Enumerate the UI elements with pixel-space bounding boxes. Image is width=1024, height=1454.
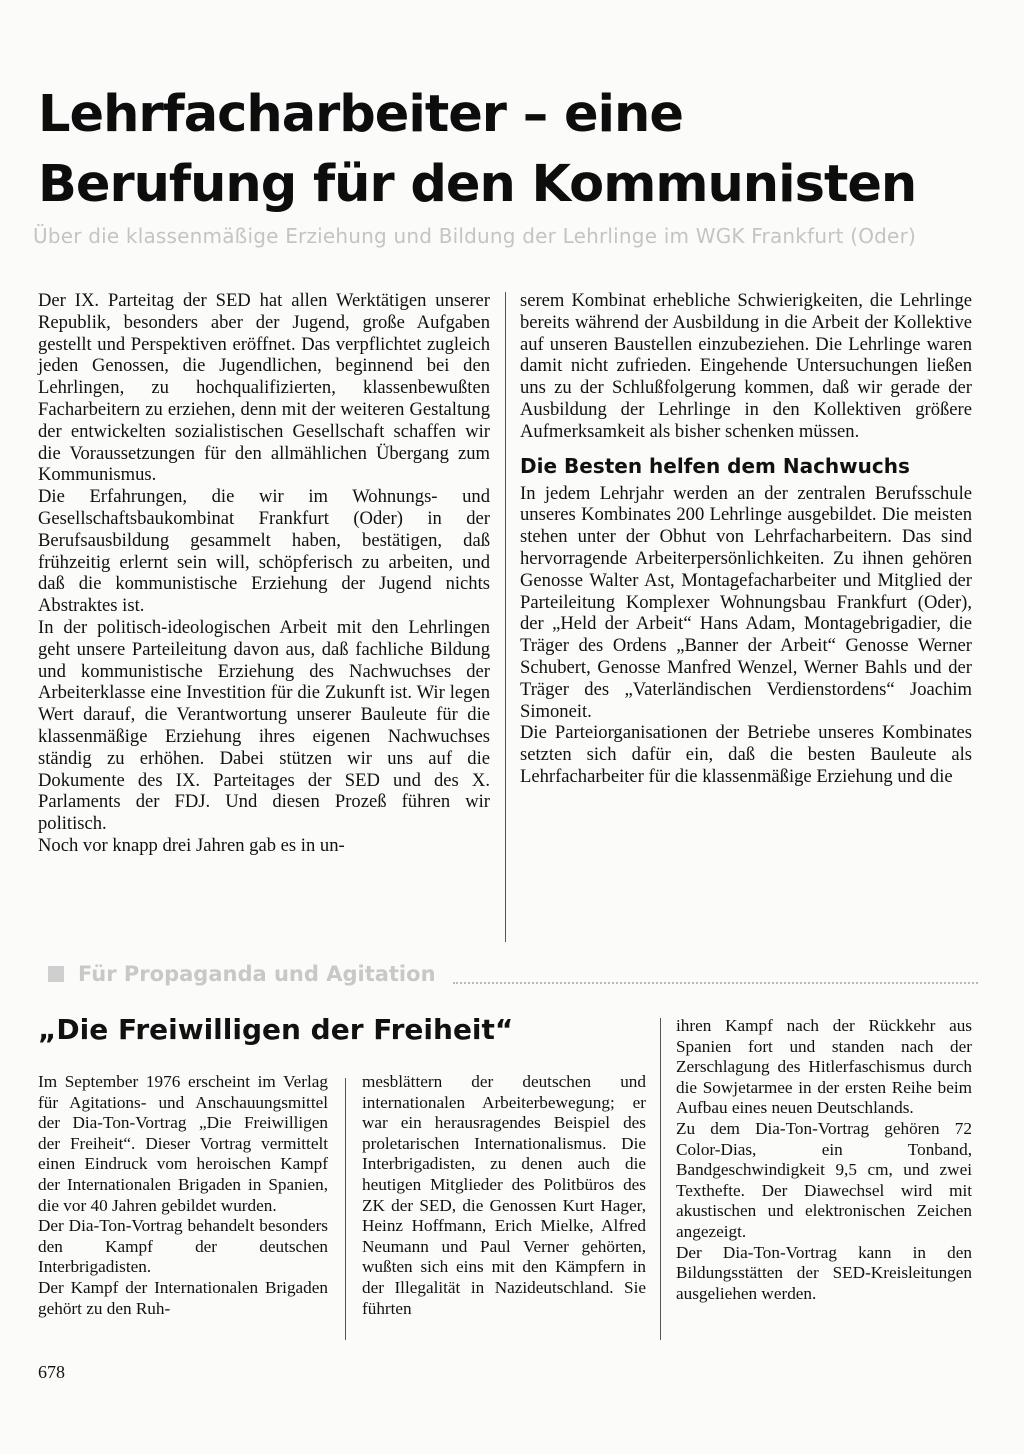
notice-column-2 <box>362 1072 646 1319</box>
notice-column-1 <box>38 1072 328 1319</box>
paragraph: serem Kombinat erhebliche Schwierigkeiten, die Lehrlinge bereits während der Ausbildung in die Arbeit der Kollektive auf unseren Baustellen einzubeziehen. Die Lehrlinge waren damit nicht zufrieden. Eingehende Untersuchungen ließen uns zu der Schlußfolgerung kommen, daß wir gerade der Ausbildung der Lehrlinge in den Kollektiven größere Aufmerksamkeit als bisher schenken müssen. <box>520 290 972 442</box>
paragraph: Der Kampf der Internationalen Brigaden gehört zu den Ruh- <box>38 1277 328 1318</box>
article-title-line-2: Berufung für den Kommunisten <box>38 155 917 214</box>
paragraph: Der Dia-Ton-Vortrag behandelt besonders den Kampf der deutschen Interbrigadisten. <box>38 1216 328 1277</box>
page-number: 678 <box>38 1362 65 1382</box>
section-label <box>48 962 436 986</box>
section-heading: Die Besten helfen dem Nachwuchs <box>520 453 910 478</box>
paragraph: Die Erfahrungen, die wir im Wohnungs- und Gesellschaftsbaukombinat Frankfurt (Oder) in der Berufsausbildung gesammelt haben, bestätigen, daß frühzeitig erlernt sein will, schöpferisch zu arbeiten, und daß die kommunistische Erziehung der Jugend nichts Abstraktes ist. <box>38 486 490 617</box>
article-subtitle: Über die klassenmäßige Erziehung und Bildung der Lehrlinge im WGK Frankfurt (Oder) <box>33 224 916 248</box>
column-divider <box>345 1078 346 1340</box>
article-column-1 <box>38 290 490 857</box>
notice-column-3 <box>676 1016 972 1304</box>
paragraph: In der politisch-ideologischen Arbeit mit den Lehrlingen geht unsere Parteileitung davon aus, daß fachliche Bildung und kommunistische Erziehung des Nachwuchses der Arbeiterklasse eine Investition für die Zukunft ist. Wir legen Wert darauf, die Verantwortung unserer Bauleute für die klassenmäßige Erziehung ihres eigenen Nachwuchses ständig zu erhöhen. Dabei stützen wir uns auf die Dokumente des IX. Parteitages der SED und des X. Parlaments der FDJ. Und diesen Prozeß führen wir politisch. <box>38 616 490 835</box>
article-title-line-1: Lehrfacharbeiter – eine <box>38 85 683 144</box>
paragraph: Der Dia-Ton-Vortrag kann in den Bildungsstätten der SED-Kreisleitungen ausgeliehen werden. <box>676 1242 972 1303</box>
paragraph: In jedem Lehrjahr werden an der zentralen Berufsschule unseres Kombinates 200 Lehrlinge ausgebildet. Die meisten stehen unter der Obhut von Lehrfacharbeitern. Das sind hervorragende Arbeiterpersönlichkeiten. Zu ihnen gehören Genosse Walter Ast, Montagefacharbeiter und Mitglied der Parteileitung Komplexer Wohnungsbau Frankfurt (Oder), der „Held der Arbeit“ Hans Adam, Montagebrigadier, die Träger des Ordens „Banner der Arbeit“ Genosse Werner Schubert, Genosse Manfred Wenzel, Werner Bahls und der Träger des „Vaterländischen Verdienstordens“ Joachim Simoneit. <box>520 482 972 722</box>
column-divider <box>505 292 506 942</box>
square-icon <box>48 966 64 982</box>
paragraph: Der IX. Parteitag der SED hat allen Werktätigen unserer Republik, besonders aber der Jugend, große Aufgaben gestellt und Perspektiven eröffnet. Das verpflichtet zugleich jeden Genossen, die Jugendlichen, beginnend bei den Lehrlingen, zu hochqualifizierten, klassenbewußten Facharbeitern zu erziehen, denn mit der weiteren Gestaltung der entwickelten sozialistischen Gesellschaft schaffen wir die Voraussetzungen für den allmählichen Übergang zum Kommunismus. <box>38 290 490 486</box>
paragraph: Zu dem Dia-Ton-Vortrag gehören 72 Color-Dias, ein Tonband, Bandgeschwindigkeit 9,5 cm, und zwei Texthefte. Der Diawechsel wird mit akustischen und elektronischen Zeichen angezeigt. <box>676 1118 972 1241</box>
article-column-2 <box>520 290 972 788</box>
section-label-text: Für Propaganda und Agitation <box>78 962 436 986</box>
paragraph: Die Parteiorganisationen der Betriebe unseres Kombinates setzten sich dafür ein, daß die besten Bauleute als Lehrfacharbeiter für die klassenmäßige Erziehung und die <box>520 722 972 787</box>
paragraph: Noch vor knapp drei Jahren gab es in un- <box>38 834 345 856</box>
paragraph: ihren Kampf nach der Rückkehr aus Spanien fort und standen nach der Zerschlagung des Hitlerfaschismus durch die Sowjetarmee in der ersten Reihe beim Aufbau eines neuen Deutschlands. <box>676 1016 972 1118</box>
notice-title: „Die Freiwilligen der Freiheit“ <box>38 1013 514 1046</box>
paragraph: mesblättern der deutschen und internationalen Arbeiterbewegung; er war ein herausragendes Beispiel des proletarischen Internationalismus. Die Interbrigadisten, zu denen auch die heutigen Mitglieder des Politbüros des ZK der SED, die Genossen Kurt Hager, Heinz Hoffmann, Erich Mielke, Alfred Neumann und Paul Verner gehörten, wußten sich eins mit den Kämpfern in der Illegalität in Nazideutschland. Sie führten <box>362 1072 646 1318</box>
article-title <box>38 80 988 220</box>
dotted-divider <box>453 982 978 984</box>
section-banner <box>48 960 978 994</box>
column-divider <box>660 1018 661 1340</box>
paragraph: Im September 1976 erscheint im Verlag für Agitations- und Anschauungsmittel der Dia-Ton-Vortrag „Die Freiwilligen der Freiheit“. Dieser Vortrag vermittelt einen Eindruck vom heroischen Kampf der Internationalen Brigaden in Spanien, die vor 40 Jahren gebildet wurden. <box>38 1072 328 1215</box>
